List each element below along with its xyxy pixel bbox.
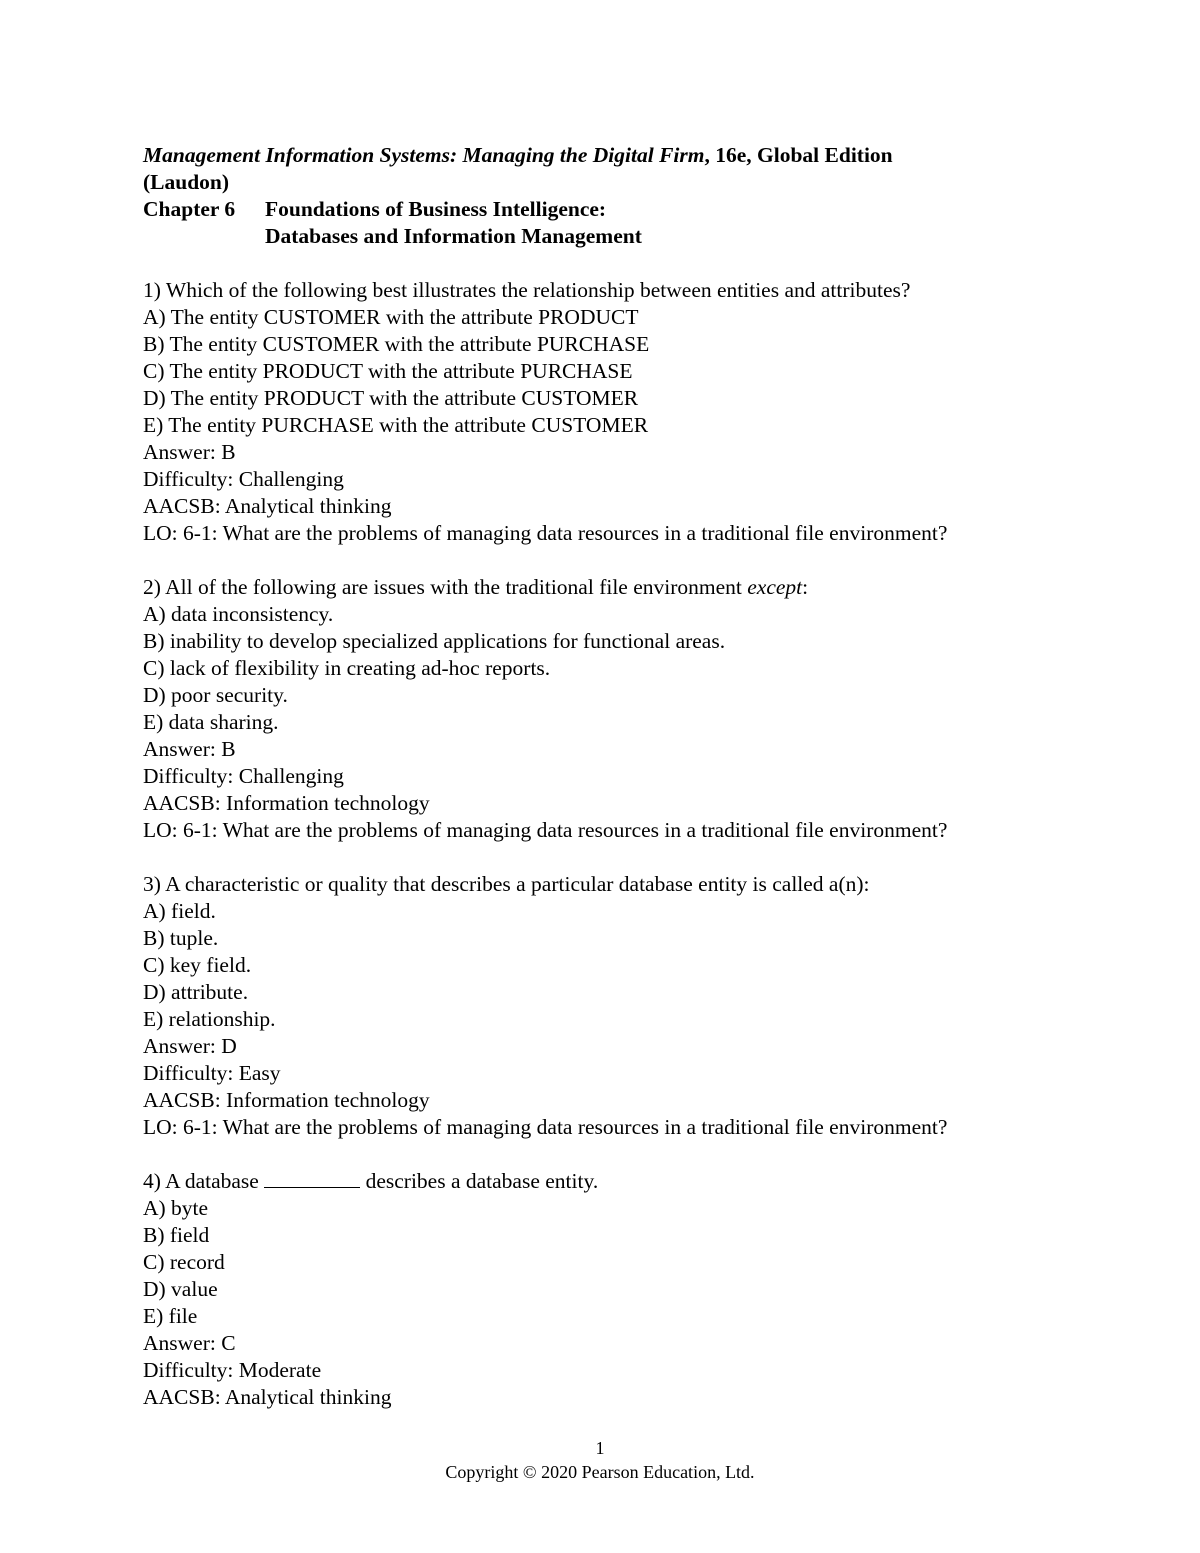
difficulty: Difficulty: Easy: [143, 1061, 281, 1085]
option-d: D) The entity PRODUCT with the attribute CUSTOMER: [143, 386, 639, 410]
option-b: B) The entity CUSTOMER with the attribute PURCHASE: [143, 332, 650, 356]
answer: Answer: B: [143, 737, 236, 761]
learning-objective: LO: 6-1: What are the problems of managing data resources in a traditional file environment?: [143, 521, 948, 545]
book-edition: , 16e, Global Edition: [704, 143, 893, 167]
option-a: A) byte: [143, 1196, 209, 1220]
stem-end: describes a database entity.: [360, 1169, 599, 1193]
chapter-title-line-2: Databases and Information Management: [265, 224, 642, 248]
aacsb: AACSB: Analytical thinking: [143, 494, 392, 518]
chapter-label: Chapter 6: [143, 197, 236, 221]
option-d: D) value: [143, 1277, 218, 1301]
option-b: B) tuple.: [143, 926, 219, 950]
option-d: D) attribute.: [143, 980, 249, 1004]
option-a: A) field.: [143, 899, 216, 923]
answer: Answer: C: [143, 1331, 236, 1355]
learning-objective: LO: 6-1: What are the problems of managing data resources in a traditional file environment?: [143, 1115, 948, 1139]
book-author: (Laudon): [143, 170, 230, 194]
option-e: E) data sharing.: [143, 710, 279, 734]
answer: Answer: B: [143, 440, 236, 464]
stem-text: 4) A database: [143, 1169, 265, 1193]
aacsb: AACSB: Information technology: [143, 791, 430, 815]
aacsb: AACSB: Analytical thinking: [143, 1385, 392, 1409]
difficulty: Difficulty: Challenging: [143, 467, 344, 491]
learning-objective: LO: 6-1: What are the problems of managing data resources in a traditional file environment?: [143, 818, 948, 842]
answer: Answer: D: [143, 1034, 237, 1058]
stem-end: :: [802, 575, 809, 599]
book-title: Management Information Systems: Managing the Digital Firm: [143, 143, 705, 167]
aacsb: AACSB: Information technology: [143, 1088, 430, 1112]
stem-text: 2) All of the following are issues with the traditional file environment: [143, 575, 748, 599]
question-stem: 1) Which of the following best illustrates the relationship between entities and attributes?: [143, 278, 911, 302]
difficulty: Difficulty: Moderate: [143, 1358, 322, 1382]
option-e: E) file: [143, 1304, 198, 1328]
option-b: B) inability to develop specialized applications for functional areas.: [143, 629, 726, 653]
option-c: C) key field.: [143, 953, 252, 977]
difficulty: Difficulty: Challenging: [143, 764, 344, 788]
option-d: D) poor security.: [143, 683, 288, 707]
option-e: E) relationship.: [143, 1007, 276, 1031]
copyright-notice: Copyright © 2020 Pearson Education, Ltd.: [445, 1462, 755, 1482]
option-c: C) lack of flexibility in creating ad-hoc reports.: [143, 656, 551, 680]
option-e: E) The entity PURCHASE with the attribute CUSTOMER: [143, 413, 649, 437]
page-number: 1: [595, 1438, 605, 1458]
option-a: A) The entity CUSTOMER with the attribute PRODUCT: [143, 305, 639, 329]
question-stem: 3) A characteristic or quality that describes a particular database entity is called a(n):: [143, 872, 870, 896]
chapter-title-line-1: Foundations of Business Intelligence:: [265, 197, 607, 221]
option-a: A) data inconsistency.: [143, 602, 334, 626]
option-b: B) field: [143, 1223, 210, 1247]
stem-emphasis: except: [747, 575, 803, 599]
option-c: C) record: [143, 1250, 225, 1274]
option-c: C) The entity PRODUCT with the attribute PURCHASE: [143, 359, 633, 383]
